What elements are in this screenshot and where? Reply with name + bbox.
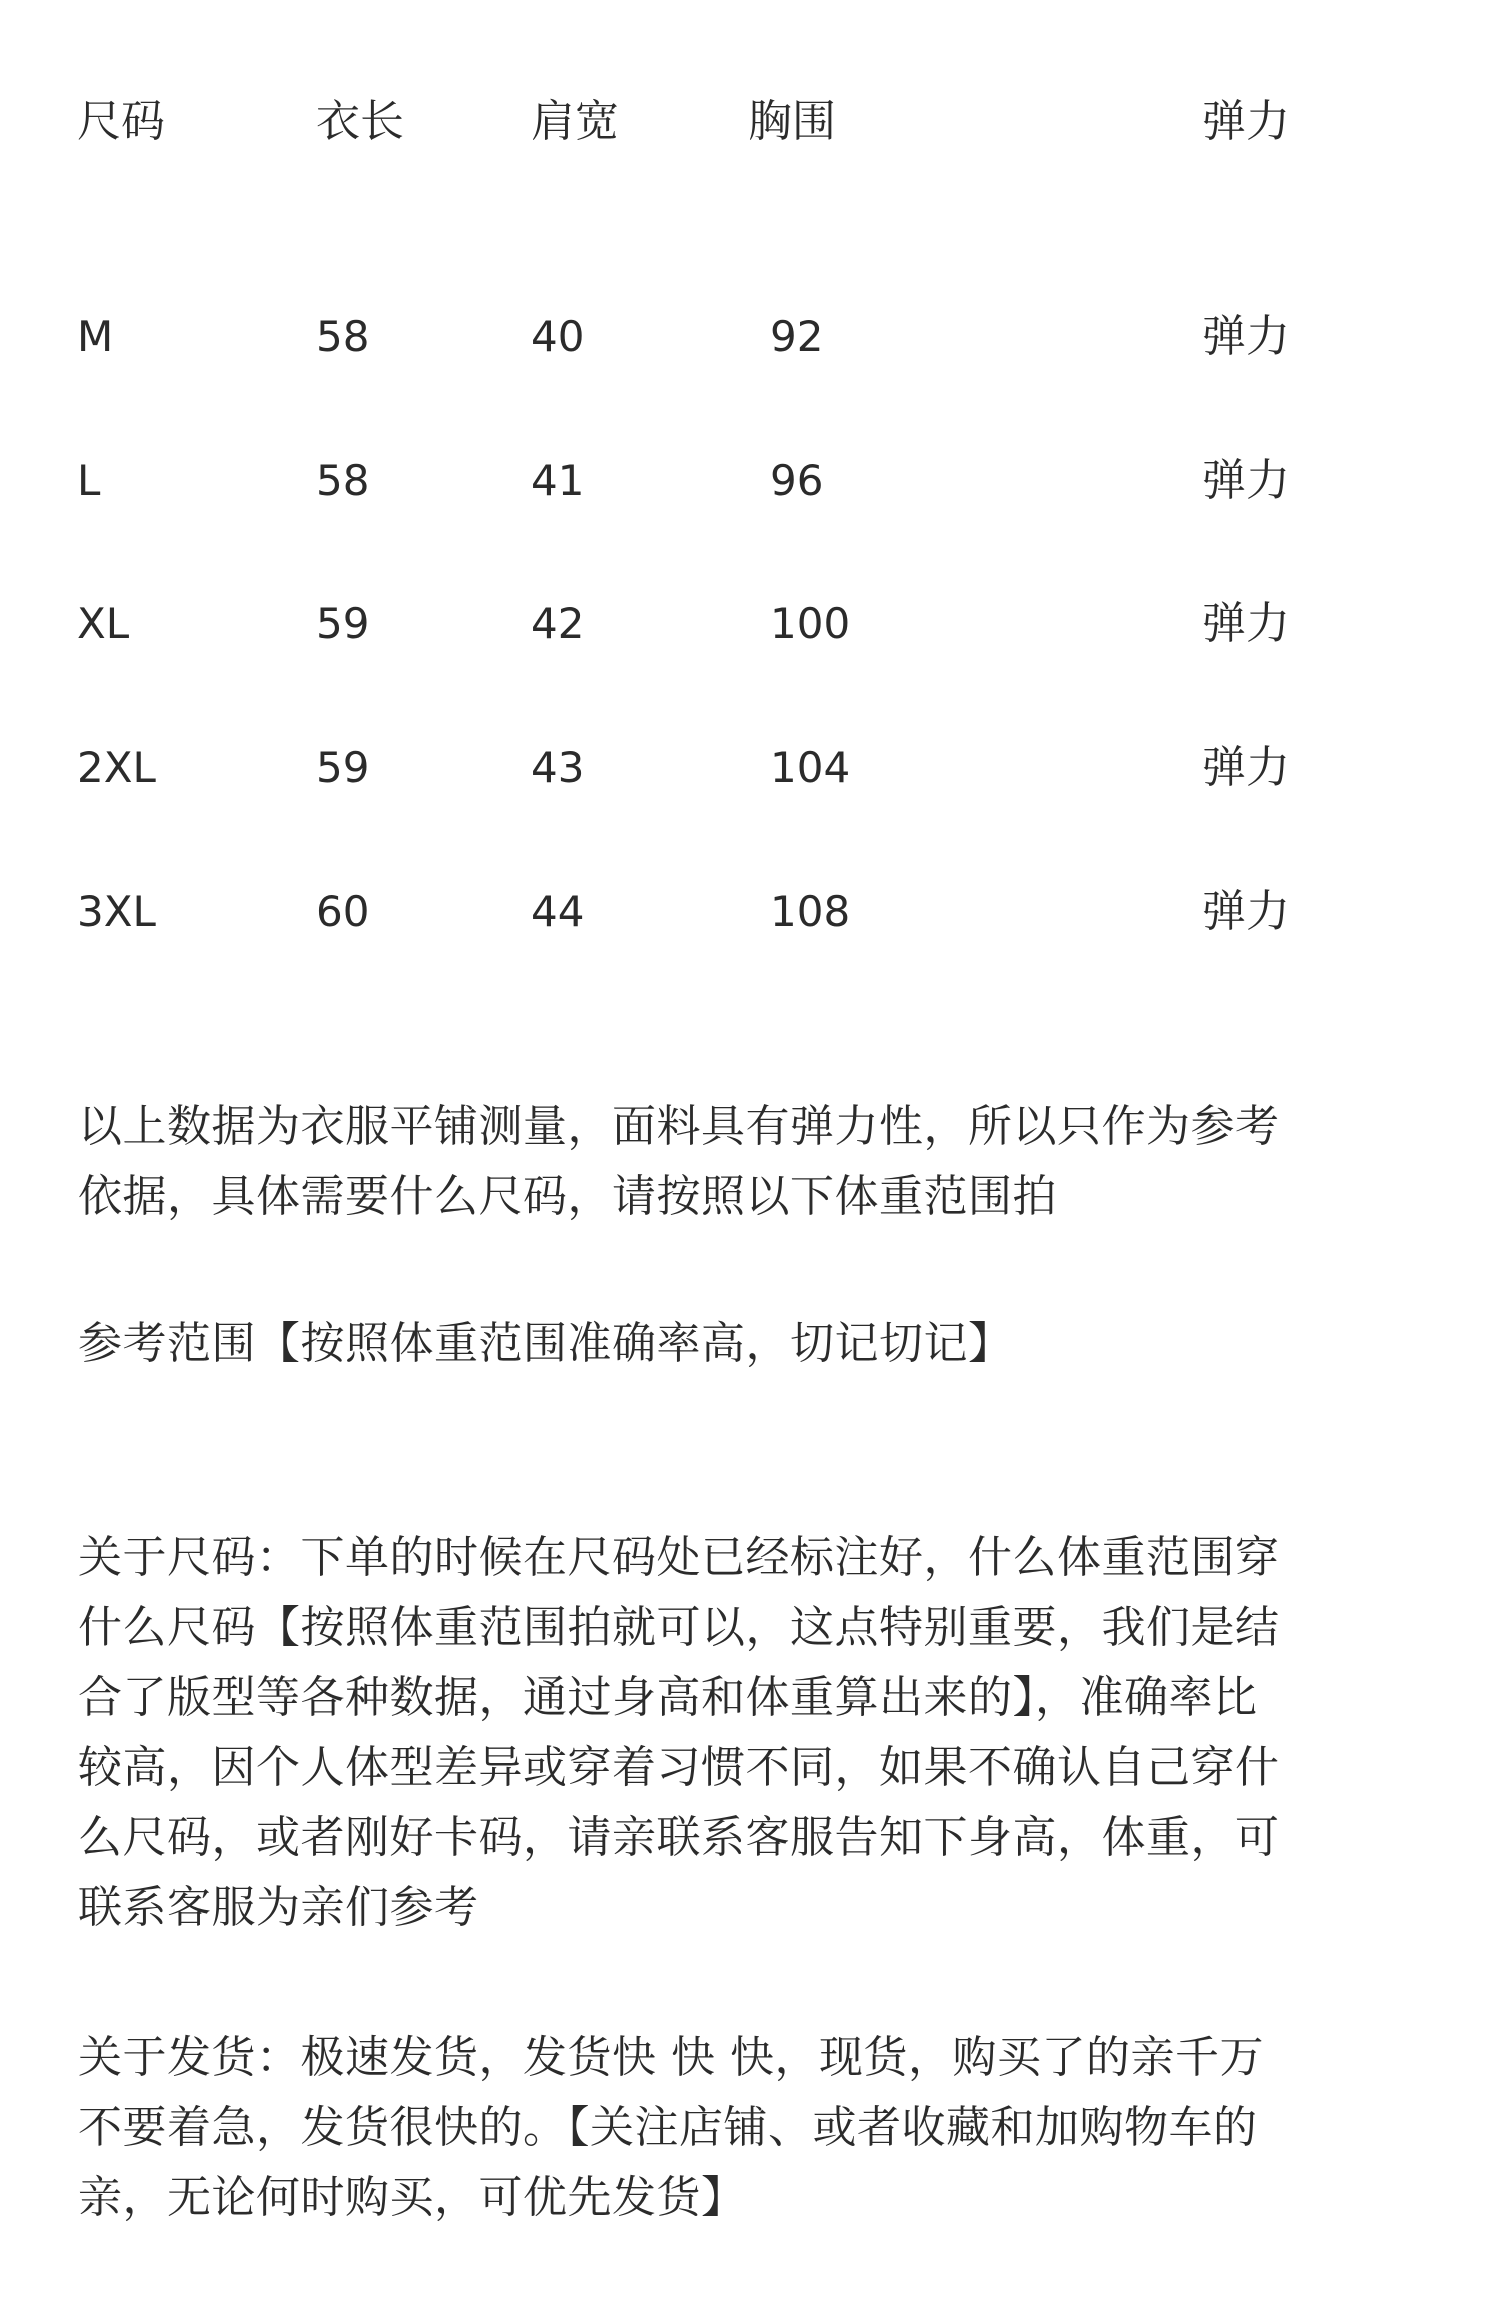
cell-length: 59: [316, 599, 370, 648]
reference-range-note: [78, 1309, 1378, 1379]
cell-chest: 100: [770, 599, 851, 648]
cell-size: L: [77, 456, 101, 505]
header-length: 衣长: [316, 96, 404, 147]
cell-elastic: 弹力: [1202, 311, 1290, 362]
sizing-note-line: 关于尺码：下单的时候在尺码处已经标注好，什么体重范围穿: [78, 1532, 1280, 1583]
cell-shoulder: 42: [531, 599, 585, 648]
table-row: [0, 441, 1500, 521]
cell-length: 60: [316, 887, 370, 936]
cell-length: 59: [316, 743, 370, 792]
shipping-note-line: 不要着急，发货很快的。【关注店铺、或者收藏和加购物车的: [78, 2102, 1258, 2153]
shipping-note-line: 亲，无论何时购买，可优先发货】: [78, 2172, 746, 2223]
cell-size: 2XL: [77, 743, 156, 792]
sizing-note-line: 较高，因个人体型差异或穿着习惯不同，如果不确认自己穿什: [78, 1742, 1280, 1793]
shipping-note-line: 关于发货：极速发货，发货快 快 快，现货，购买了的亲千万: [78, 2032, 1264, 2083]
header-elastic: 弹力: [1202, 96, 1290, 147]
shipping-note: [78, 2023, 1378, 2233]
cell-length: 58: [316, 312, 370, 361]
sizing-note-line: 联系客服为亲们参考: [78, 1882, 479, 1933]
measurement-note-line: 依据，具体需要什么尺码，请按照以下体重范围拍: [78, 1171, 1057, 1222]
sizing-note: [78, 1523, 1378, 1943]
sizing-note-line: 么尺码，或者刚好卡码，请亲联系客服告知下身高，体重，可: [78, 1812, 1280, 1863]
cell-length: 58: [316, 456, 370, 505]
reference-range-text: 参考范围【按照体重范围准确率高，切记切记】: [78, 1318, 1013, 1369]
cell-size: M: [77, 312, 114, 361]
cell-shoulder: 44: [531, 887, 585, 936]
measurement-note: [78, 1092, 1378, 1232]
table-row: [0, 297, 1500, 377]
header-size: 尺码: [77, 96, 165, 147]
table-header-row: [0, 82, 1500, 162]
cell-chest: 96: [770, 456, 824, 505]
cell-shoulder: 41: [531, 456, 585, 505]
cell-chest: 104: [770, 743, 851, 792]
sizing-note-line: 什么尺码【按照体重范围拍就可以，这点特别重要，我们是结: [78, 1602, 1280, 1653]
sizing-note-line: 合了版型等各种数据，通过身高和体重算出来的】，准确率比: [78, 1672, 1258, 1723]
cell-size: 3XL: [77, 887, 156, 936]
table-row: [0, 584, 1500, 664]
cell-elastic: 弹力: [1202, 742, 1290, 793]
cell-elastic: 弹力: [1202, 455, 1290, 506]
table-row: [0, 728, 1500, 808]
cell-shoulder: 43: [531, 743, 585, 792]
table-row: [0, 872, 1500, 952]
cell-elastic: 弹力: [1202, 598, 1290, 649]
cell-size: XL: [77, 599, 130, 648]
cell-chest: 92: [770, 312, 824, 361]
cell-chest: 108: [770, 887, 851, 936]
cell-shoulder: 40: [531, 312, 585, 361]
measurement-note-line: 以上数据为衣服平铺测量，面料具有弹力性，所以只作为参考: [78, 1101, 1280, 1152]
header-chest: 胸围: [748, 96, 836, 147]
cell-elastic: 弹力: [1202, 886, 1290, 937]
header-shoulder: 肩宽: [531, 96, 619, 147]
